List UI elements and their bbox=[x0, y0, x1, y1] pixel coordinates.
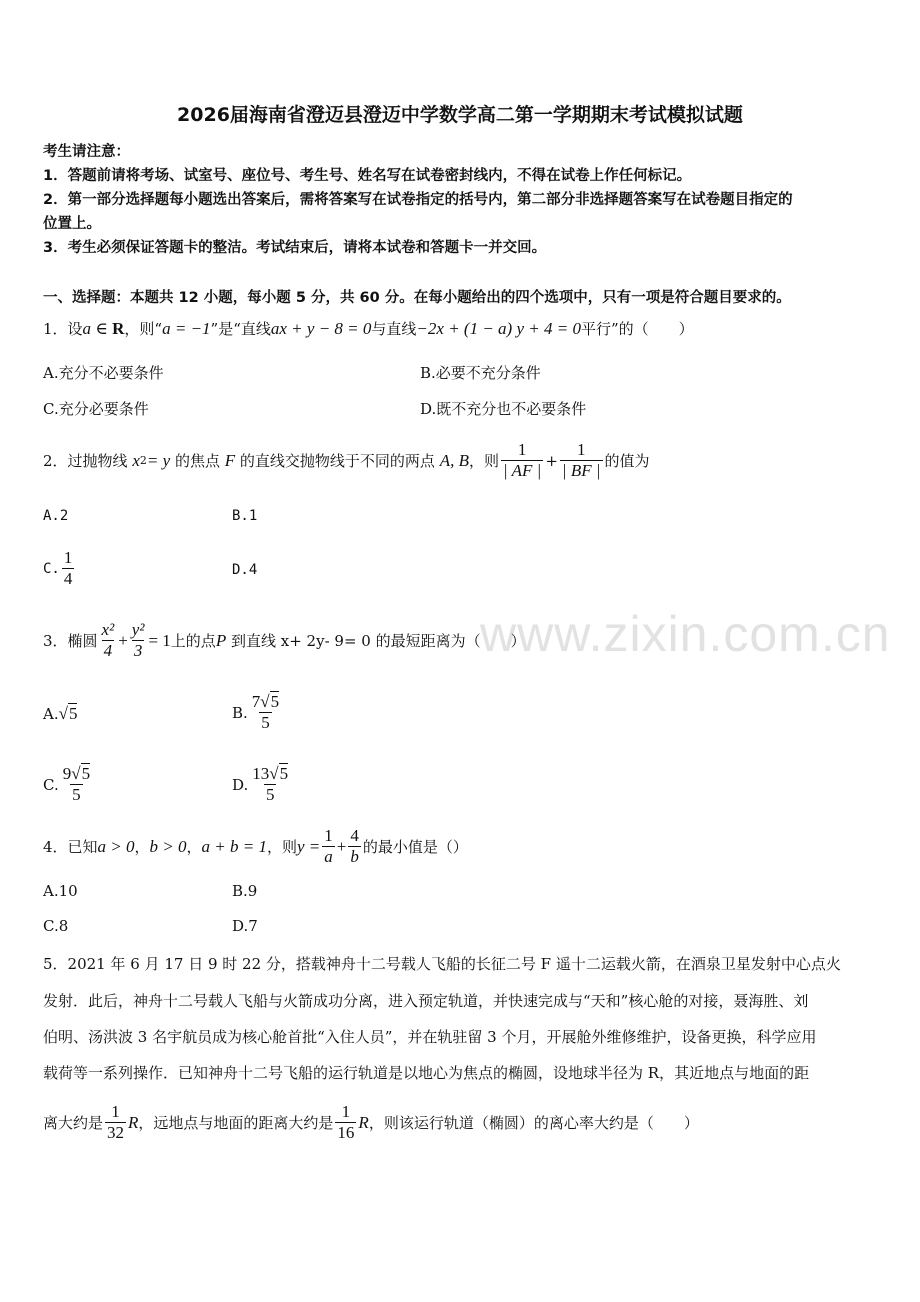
q2-option-b: B.1 bbox=[232, 508, 258, 524]
q2-option-c: C. $\frac{1}{4}$ bbox=[43, 548, 73, 588]
q1-option-d: D.既不充分也不必要条件 bbox=[420, 400, 587, 418]
q4-option-a: A.10 bbox=[43, 882, 78, 900]
notice-heading: 考生请注意： bbox=[43, 144, 130, 160]
q4-option-b: B.9 bbox=[232, 882, 258, 900]
question-1: 1．设a ∈ R，则“a = −1”是“直线ax + y − 8 = 0与直线−2x + (1 − a) y + 4 = 0平行”的（ ） bbox=[43, 319, 694, 338]
q3-option-c: C. $\frac{9√5}{5}$ bbox=[43, 764, 91, 804]
q4-option-d: D.7 bbox=[232, 917, 258, 935]
q2-option-a: A.2 bbox=[43, 508, 69, 524]
section-heading: 一、选择题：本题共 12 小题，每小题 5 分，共 60 分。在每小题给出的四个选项中，只有一项是符合题目要求的。 bbox=[43, 290, 791, 306]
question-4: 4．已知 a > 0 ， b > 0 ， a + b = 1 ，则 y = $\frac{1}{a}$ + $\frac{4}{b}$ 的最小值是（） bbox=[43, 826, 468, 866]
page-title: 2026届海南省澄迈县澄迈中学数学高二第一学期期末考试模拟试题 bbox=[177, 104, 743, 126]
q3-option-b: B. $\frac{7√5}{5}$ bbox=[232, 692, 280, 732]
notice-item-1: 1．答题前请将考场、试室号、座位号、考生号、姓名写在试卷密封线内，不得在试卷上作任何标记。 bbox=[43, 168, 692, 184]
watermark: www.zixin.com.cn bbox=[480, 606, 891, 662]
q3-option-a: A.√5 bbox=[43, 704, 78, 723]
question-5-line-4: 载荷等一系列操作．已知神舟十二号飞船的运行轨道是以地心为焦点的椭圆，设地球半径为 R，其近地点与地面的距 bbox=[43, 1064, 810, 1082]
q3-option-d: D. $\frac{13√5}{5}$ bbox=[232, 764, 289, 804]
notice-item-3: 3．考生必须保证答题卡的整洁。考试结束后，请将本试卷和答题卡一并交回。 bbox=[43, 240, 547, 256]
q2-option-d: D.4 bbox=[232, 562, 258, 578]
q1-option-a: A.充分不必要条件 bbox=[43, 364, 164, 382]
q1-option-c: C.充分必要条件 bbox=[43, 400, 149, 418]
question-5-line-2: 发射．此后，神舟十二号载人飞船与火箭成功分离，进入预定轨道，并快速完成与“天和”核心舱的对接，聂海胜、刘 bbox=[43, 992, 809, 1010]
question-3: 3．椭圆 $\frac{\text{x²}}{4}$ + $\frac{\text{y²}}{3}$ = 1 上的点 P 到直线 x+ 2y- 9= 0 的最短距离为（ ） bbox=[43, 620, 526, 660]
question-5-line-5: 离大约是 $\frac{1}{32}$ R ，远地点与地面的距离大约是 $\frac{1}{16}$ R ，则该运行轨道（椭圆）的离心率大约是（ ） bbox=[43, 1102, 699, 1142]
notice-item-2: 2．第一部分选择题每小题选出答案后，需将答案写在试卷指定的括号内，第二部分非选择题答案写在试卷题目指定的 bbox=[43, 192, 793, 208]
q4-option-c: C.8 bbox=[43, 917, 69, 935]
question-5-line-3: 伯明、汤洪波 3 名宇航员成为核心舱首批“入住人员”，并在轨驻留 3 个月，开展舱外维修维护，设备更换，科学应用 bbox=[43, 1028, 817, 1046]
q1-option-b: B.必要不充分条件 bbox=[420, 364, 541, 382]
notice-item-2-cont: 位置上。 bbox=[43, 216, 101, 232]
question-5-line-1: 5．2021 年 6 月 17 日 9 时 22 分，搭载神舟十二号载人飞船的长征二号 F 遥十二运载火箭，在酒泉卫星发射中心点火 bbox=[43, 955, 841, 973]
question-2: 2．过抛物线 x 2 = y 的焦点 F 的直线交抛物线于不同的两点 A, B ，则 $\frac{1}{| AF |}$ + $\frac{1}{| BF |}$ 的值为 bbox=[43, 440, 650, 480]
